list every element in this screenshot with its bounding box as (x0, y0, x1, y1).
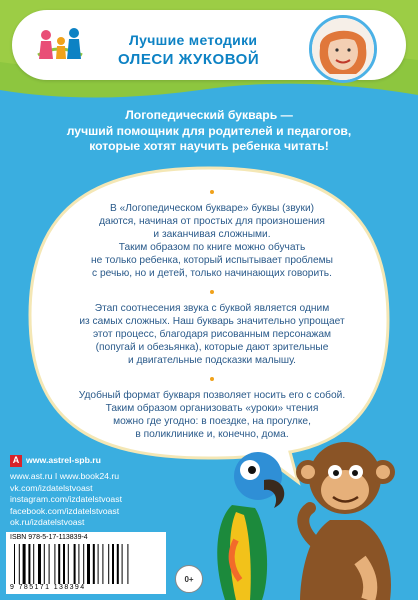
bullet-dot (210, 290, 214, 294)
isbn-label: ISBN 978-5-17-113839-4 (10, 534, 88, 541)
paragraph-1 (62, 202, 362, 280)
publisher-link[interactable]: facebook.com/izdatelstvoast (10, 505, 120, 516)
series-title-line2: ОЛЕСИ ЖУКОВОЙ (118, 51, 260, 68)
speech-bubble-text (62, 190, 362, 451)
text-line: из самых сложных. Наш букварь значительно упрощает (79, 316, 345, 327)
bullet-dot (210, 190, 214, 194)
text-line: этот процесс, благодаря рисованным персонажам (92, 329, 332, 340)
publisher-logo-icon: А (10, 455, 22, 467)
intro-line: Логопедический букварь — (125, 108, 293, 122)
family-logo-icon (32, 25, 87, 70)
paragraph-2 (62, 302, 362, 367)
publisher-link[interactable]: www.ast.ru I www.book24.ru (10, 471, 120, 481)
publisher-link[interactable]: ok.ru/izdatelstvoast (10, 517, 85, 527)
text-line: Таким образом организовать «уроки» чтения (105, 403, 319, 414)
text-line: Этап соотнесения звука с буквой является одним (94, 303, 330, 314)
author-portrait (309, 15, 377, 83)
publisher-info (10, 455, 210, 529)
publisher-link[interactable]: instagram.com/izdatelstvoast (10, 494, 123, 504)
text-line: В «Логопедическом букваре» буквы (звуки) (109, 203, 315, 214)
text-line: и заканчивая сложными. (153, 229, 271, 240)
publisher-site-row[interactable] (10, 455, 210, 467)
intro-line: лучший помощник для родителей и педагогов, (66, 123, 352, 138)
intro-text (10, 108, 408, 155)
barcode-icon (12, 544, 160, 584)
bullet-dot (210, 377, 214, 381)
text-line: в поликлинике и, конечно, дома. (135, 429, 289, 440)
paragraph-3 (62, 389, 362, 441)
publisher-site-link[interactable]: www.astrel-spb.ru (26, 455, 101, 466)
text-line: даются, начиная от простых для произношения (99, 216, 325, 227)
text-line: Удобный формат букваря позволяет носить его с собой. (78, 390, 346, 401)
text-line: Таким образом по книге можно обучать (118, 242, 306, 253)
series-title-line1: Лучшие методики (129, 32, 258, 48)
text-line: (попугай и обезьянка), которые дают зрительные (95, 342, 329, 353)
intro-line: которые хотят научить ребенка читать! (89, 139, 329, 153)
age-rating-badge: 0+ (175, 565, 203, 593)
text-line: не только ребенка, который испытывает проблемы (91, 255, 333, 266)
barcode-number: 9 785171 138394 (10, 584, 86, 591)
text-line: с речью, но и детей, только начинающих говорить. (92, 268, 332, 279)
text-line: и двигательные подсказки малышу. (128, 355, 296, 366)
series-header (12, 10, 406, 80)
text-line: можно где угодно: в поездке, на прогулке, (113, 416, 311, 427)
publisher-link[interactable]: vk.com/izdatelstvoast (10, 482, 93, 493)
isbn-block (6, 532, 166, 594)
